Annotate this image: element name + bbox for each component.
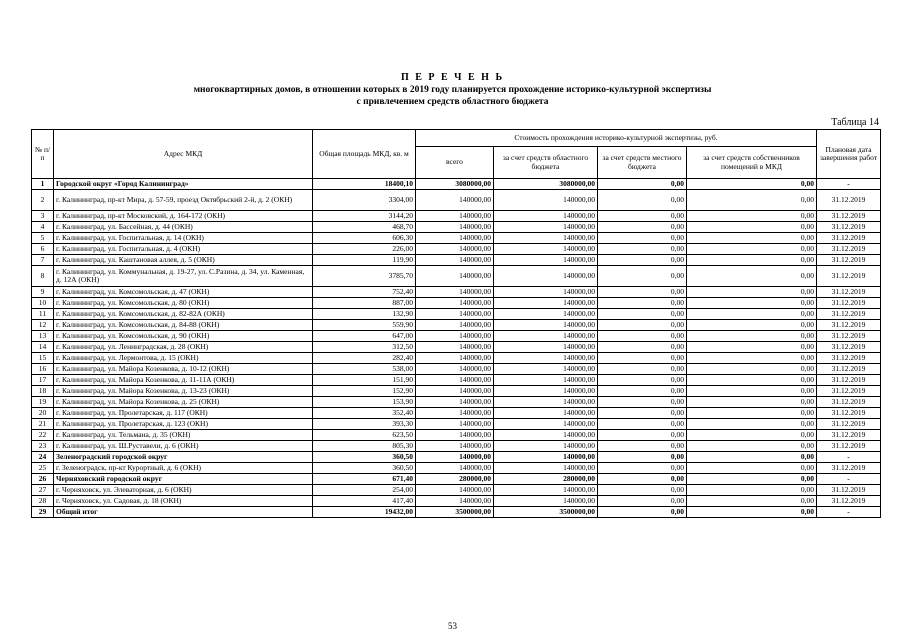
cell-num: 21 [32, 419, 54, 430]
cell-owners: 0,00 [687, 211, 817, 222]
cell-area: 352,40 [313, 408, 416, 419]
cell-address: г. Калининград, пр-кт Московский, д. 164-172 (ОКН) [54, 211, 313, 222]
cell-num: 17 [32, 375, 54, 386]
cell-num: 8 [32, 266, 54, 287]
table-label: Таблица 14 [831, 117, 879, 128]
cell-date: 31.12.2019 [817, 266, 881, 287]
cell-area: 468,70 [313, 222, 416, 233]
cell-total: 140000,00 [416, 190, 494, 211]
cell-regional: 140000,00 [494, 298, 598, 309]
title-line-1: многоквартирных домов, в отношении которых в 2019 году планируется прохождение историко-культурной экспертизы [193, 85, 712, 95]
cell-num: 23 [32, 441, 54, 452]
cell-area: 18400,10 [313, 179, 416, 190]
buildings-table [31, 129, 881, 518]
cell-regional: 140000,00 [494, 496, 598, 507]
cell-owners: 0,00 [687, 190, 817, 211]
table-row [32, 331, 881, 342]
cell-total: 140000,00 [416, 211, 494, 222]
cell-address: г. Калининград, ул. Комсомольская, д. 90 (ОКН) [54, 331, 313, 342]
cell-address: Зеленоградский городской округ [54, 452, 313, 463]
cell-local: 0,00 [598, 233, 687, 244]
cell-date: - [817, 507, 881, 518]
cell-local: 0,00 [598, 342, 687, 353]
title-heading: П Е Р Е Ч Е Н Ь [400, 72, 505, 83]
table-row [32, 353, 881, 364]
cell-date: 31.12.2019 [817, 342, 881, 353]
cell-owners: 0,00 [687, 244, 817, 255]
cell-num: 29 [32, 507, 54, 518]
cell-local: 0,00 [598, 309, 687, 320]
cell-owners: 0,00 [687, 320, 817, 331]
cell-address: г. Черняховск, ул. Садовая, д. 18 (ОКН) [54, 496, 313, 507]
header-owners: за счет средств собственников помещений в МКД [687, 147, 817, 179]
cell-num: 9 [32, 287, 54, 298]
cell-address: г. Калининград, ул. Пролетарская, д. 117 (ОКН) [54, 408, 313, 419]
cell-local: 0,00 [598, 353, 687, 364]
cell-owners: 0,00 [687, 441, 817, 452]
cell-owners: 0,00 [687, 342, 817, 353]
cell-num: 26 [32, 474, 54, 485]
cell-date: 31.12.2019 [817, 419, 881, 430]
cell-regional: 140000,00 [494, 309, 598, 320]
cell-address: г. Калининград, ул. Майора Козенкова, д. 13-23 (ОКН) [54, 386, 313, 397]
table-row [32, 190, 881, 211]
header-local: за счет средств местного бюджета [598, 147, 687, 179]
cell-area: 119,90 [313, 255, 416, 266]
title-line-2: с привлечением средств областного бюджета [356, 97, 549, 107]
cell-num: 28 [32, 496, 54, 507]
cell-date: 31.12.2019 [817, 287, 881, 298]
cell-date: 31.12.2019 [817, 386, 881, 397]
cell-date: 31.12.2019 [817, 320, 881, 331]
cell-regional: 280000,00 [494, 474, 598, 485]
cell-area: 132,90 [313, 309, 416, 320]
cell-local: 0,00 [598, 255, 687, 266]
cell-date: 31.12.2019 [817, 309, 881, 320]
cell-date: 31.12.2019 [817, 298, 881, 309]
cell-area: 623,50 [313, 430, 416, 441]
cell-address: г. Калининград, ул. Тельмана, д. 35 (ОКН) [54, 430, 313, 441]
cell-local: 0,00 [598, 430, 687, 441]
cell-address: г. Калининград, ул. Каштановая аллея, д. 5 (ОКН) [54, 255, 313, 266]
table-row [32, 485, 881, 496]
cell-address: г. Калининград, ул. Ш.Руставели, д. 6 (ОКН) [54, 441, 313, 452]
cell-num: 5 [32, 233, 54, 244]
cell-date: - [817, 452, 881, 463]
cell-regional: 140000,00 [494, 485, 598, 496]
cell-local: 0,00 [598, 320, 687, 331]
cell-area: 254,00 [313, 485, 416, 496]
cell-regional: 140000,00 [494, 397, 598, 408]
table-row [32, 474, 881, 485]
cell-regional: 140000,00 [494, 463, 598, 474]
cell-regional: 140000,00 [494, 233, 598, 244]
cell-num: 4 [32, 222, 54, 233]
cell-total: 140000,00 [416, 353, 494, 364]
cell-local: 0,00 [598, 364, 687, 375]
cell-address: г. Калининград, ул. Комсомольская, д. 84-88 (ОКН) [54, 320, 313, 331]
cell-total: 3080000,00 [416, 179, 494, 190]
cell-total: 140000,00 [416, 485, 494, 496]
cell-total: 140000,00 [416, 331, 494, 342]
header-regional: за счет средств областного бюджета [494, 147, 598, 179]
cell-regional: 140000,00 [494, 375, 598, 386]
table-row [32, 309, 881, 320]
cell-regional: 3500000,00 [494, 507, 598, 518]
cell-area: 538,00 [313, 364, 416, 375]
cell-area: 152,90 [313, 386, 416, 397]
cell-total: 140000,00 [416, 320, 494, 331]
cell-date: 31.12.2019 [817, 211, 881, 222]
cell-local: 0,00 [598, 179, 687, 190]
cell-local: 0,00 [598, 496, 687, 507]
cell-local: 0,00 [598, 474, 687, 485]
cell-regional: 140000,00 [494, 287, 598, 298]
cell-total: 140000,00 [416, 298, 494, 309]
cell-owners: 0,00 [687, 364, 817, 375]
table-body [32, 179, 881, 518]
header-total: всего [416, 147, 494, 179]
cell-date: 31.12.2019 [817, 408, 881, 419]
cell-date: 31.12.2019 [817, 190, 881, 211]
cell-local: 0,00 [598, 244, 687, 255]
cell-num: 19 [32, 397, 54, 408]
cell-address: г. Калининград, ул. Майора Козенкова, д. 11-11А (ОКН) [54, 375, 313, 386]
document-title [0, 72, 905, 108]
cell-num: 24 [32, 452, 54, 463]
cell-area: 153,90 [313, 397, 416, 408]
cell-date: 31.12.2019 [817, 375, 881, 386]
cell-area: 647,00 [313, 331, 416, 342]
cell-date: 31.12.2019 [817, 233, 881, 244]
cell-date: 31.12.2019 [817, 463, 881, 474]
cell-date: 31.12.2019 [817, 331, 881, 342]
cell-num: 14 [32, 342, 54, 353]
cell-num: 13 [32, 331, 54, 342]
table-row [32, 397, 881, 408]
cell-total: 140000,00 [416, 463, 494, 474]
cell-owners: 0,00 [687, 452, 817, 463]
cell-num: 20 [32, 408, 54, 419]
table-row [32, 441, 881, 452]
cell-owners: 0,00 [687, 386, 817, 397]
table-row [32, 452, 881, 463]
table-row [32, 266, 881, 287]
cell-local: 0,00 [598, 222, 687, 233]
table-row [32, 364, 881, 375]
cell-regional: 140000,00 [494, 244, 598, 255]
cell-area: 3304,00 [313, 190, 416, 211]
cell-regional: 140000,00 [494, 331, 598, 342]
table-row [32, 419, 881, 430]
cell-regional: 140000,00 [494, 266, 598, 287]
cell-owners: 0,00 [687, 397, 817, 408]
cell-regional: 140000,00 [494, 255, 598, 266]
cell-regional: 140000,00 [494, 452, 598, 463]
cell-regional: 3080000,00 [494, 179, 598, 190]
cell-address: г. Калининград, ул. Госпитальная, д. 4 (ОКН) [54, 244, 313, 255]
cell-local: 0,00 [598, 386, 687, 397]
cell-total: 280000,00 [416, 474, 494, 485]
table-row [32, 386, 881, 397]
table-row [32, 430, 881, 441]
cell-num: 15 [32, 353, 54, 364]
table-row [32, 375, 881, 386]
cell-total: 140000,00 [416, 233, 494, 244]
cell-num: 3 [32, 211, 54, 222]
cell-total: 140000,00 [416, 419, 494, 430]
cell-owners: 0,00 [687, 222, 817, 233]
cell-num: 18 [32, 386, 54, 397]
table-row [32, 287, 881, 298]
cell-regional: 140000,00 [494, 353, 598, 364]
cell-address: г. Зеленоградск, пр-кт Курортный, д. 6 (ОКН) [54, 463, 313, 474]
cell-owners: 0,00 [687, 287, 817, 298]
cell-address: г. Калининград, ул. Комсомольская, д. 82-82А (ОКН) [54, 309, 313, 320]
cell-local: 0,00 [598, 452, 687, 463]
cell-date: 31.12.2019 [817, 430, 881, 441]
cell-local: 0,00 [598, 463, 687, 474]
table-row [32, 244, 881, 255]
table-row [32, 342, 881, 353]
cell-address: г. Калининград, ул. Пролетарская, д. 123 (ОКН) [54, 419, 313, 430]
cell-local: 0,00 [598, 211, 687, 222]
cell-local: 0,00 [598, 287, 687, 298]
cell-owners: 0,00 [687, 331, 817, 342]
cell-area: 752,40 [313, 287, 416, 298]
cell-address: г. Калининград, ул. Майора Козенкова, д. 10-12 (ОКН) [54, 364, 313, 375]
cell-address: г. Калининград, пр-кт Мира, д. 57-59, проезд Октябрьский 2-й, д. 2 (ОКН) [54, 190, 313, 211]
table-row [32, 222, 881, 233]
cell-total: 140000,00 [416, 397, 494, 408]
cell-num: 25 [32, 463, 54, 474]
cell-address: г. Калининград, ул. Коммунальная, д. 19-27, ул. С.Разина, д. 34, ул. Каменная, д. 12А (ОКН) [54, 266, 313, 287]
cell-area: 282,40 [313, 353, 416, 364]
cell-local: 0,00 [598, 375, 687, 386]
cell-address: Черняховский городской округ [54, 474, 313, 485]
cell-local: 0,00 [598, 485, 687, 496]
cell-total: 140000,00 [416, 266, 494, 287]
cell-address: г. Черняховск, ул. Элеваторная, д. 6 (ОКН) [54, 485, 313, 496]
cell-date: 31.12.2019 [817, 353, 881, 364]
cell-regional: 140000,00 [494, 222, 598, 233]
cell-regional: 140000,00 [494, 408, 598, 419]
cell-local: 0,00 [598, 507, 687, 518]
cell-num: 22 [32, 430, 54, 441]
cell-regional: 140000,00 [494, 190, 598, 211]
cell-owners: 0,00 [687, 353, 817, 364]
cell-total: 140000,00 [416, 342, 494, 353]
cell-local: 0,00 [598, 331, 687, 342]
table-row [32, 255, 881, 266]
cell-date: 31.12.2019 [817, 244, 881, 255]
cell-total: 140000,00 [416, 496, 494, 507]
cell-local: 0,00 [598, 298, 687, 309]
cell-area: 226,00 [313, 244, 416, 255]
cell-date: 31.12.2019 [817, 397, 881, 408]
cell-area: 312,50 [313, 342, 416, 353]
cell-address: г. Калининград, ул. Комсомольская, д. 80 (ОКН) [54, 298, 313, 309]
cell-regional: 140000,00 [494, 441, 598, 452]
table-row [32, 320, 881, 331]
cell-regional: 140000,00 [494, 364, 598, 375]
cell-date: - [817, 179, 881, 190]
cell-num: 2 [32, 190, 54, 211]
cell-regional: 140000,00 [494, 386, 598, 397]
table-row [32, 496, 881, 507]
cell-date: 31.12.2019 [817, 364, 881, 375]
cell-local: 0,00 [598, 408, 687, 419]
cell-owners: 0,00 [687, 298, 817, 309]
cell-area: 393,30 [313, 419, 416, 430]
cell-owners: 0,00 [687, 507, 817, 518]
cell-num: 11 [32, 309, 54, 320]
cell-area: 417,40 [313, 496, 416, 507]
cell-regional: 140000,00 [494, 211, 598, 222]
cell-total: 140000,00 [416, 364, 494, 375]
cell-num: 16 [32, 364, 54, 375]
cell-address: г. Калининград, ул. Лермонтова, д. 15 (ОКН) [54, 353, 313, 364]
cell-owners: 0,00 [687, 309, 817, 320]
cell-owners: 0,00 [687, 430, 817, 441]
cell-local: 0,00 [598, 441, 687, 452]
cell-num: 27 [32, 485, 54, 496]
cell-total: 140000,00 [416, 309, 494, 320]
cell-total: 140000,00 [416, 441, 494, 452]
cell-regional: 140000,00 [494, 320, 598, 331]
cell-address: г. Калининград, ул. Комсомольская, д. 47 (ОКН) [54, 287, 313, 298]
cell-area: 606,30 [313, 233, 416, 244]
cell-owners: 0,00 [687, 463, 817, 474]
cell-address: г. Калининград, ул. Майора Козенкова, д. 25 (ОКН) [54, 397, 313, 408]
cell-local: 0,00 [598, 419, 687, 430]
cell-num: 6 [32, 244, 54, 255]
cell-date: 31.12.2019 [817, 441, 881, 452]
cell-date: 31.12.2019 [817, 222, 881, 233]
table-row [32, 298, 881, 309]
cell-total: 140000,00 [416, 244, 494, 255]
cell-total: 140000,00 [416, 452, 494, 463]
header-area: Общая площадь МКД, кв. м [313, 130, 416, 179]
cell-owners: 0,00 [687, 485, 817, 496]
cell-owners: 0,00 [687, 255, 817, 266]
cell-date: - [817, 474, 881, 485]
cell-address: г. Калининград, ул. Бассейная, д. 44 (ОКН) [54, 222, 313, 233]
cell-num: 12 [32, 320, 54, 331]
cell-total: 3500000,00 [416, 507, 494, 518]
cell-address: Общий итог [54, 507, 313, 518]
cell-area: 887,00 [313, 298, 416, 309]
cell-area: 360,50 [313, 463, 416, 474]
page-number: 53 [448, 621, 457, 631]
cell-area: 3144,20 [313, 211, 416, 222]
table-row [32, 463, 881, 474]
cell-local: 0,00 [598, 397, 687, 408]
cell-area: 19432,00 [313, 507, 416, 518]
header-cost-group: Стоимость прохождения историко-культурной экспертизы, руб. [416, 130, 817, 147]
table-row [32, 233, 881, 244]
cell-area: 360,50 [313, 452, 416, 463]
cell-address: г. Калининград, ул. Ленинградская, д. 28 (ОКН) [54, 342, 313, 353]
header-address: Адрес МКД [54, 130, 313, 179]
header-num: № п/п [32, 130, 54, 179]
cell-area: 805,30 [313, 441, 416, 452]
cell-owners: 0,00 [687, 233, 817, 244]
cell-total: 140000,00 [416, 222, 494, 233]
cell-area: 151,90 [313, 375, 416, 386]
cell-address: Городской округ «Город Калининград» [54, 179, 313, 190]
cell-local: 0,00 [598, 266, 687, 287]
cell-total: 140000,00 [416, 375, 494, 386]
table-row [32, 408, 881, 419]
table-row [32, 179, 881, 190]
cell-owners: 0,00 [687, 266, 817, 287]
cell-total: 140000,00 [416, 287, 494, 298]
cell-area: 3785,70 [313, 266, 416, 287]
cell-regional: 140000,00 [494, 430, 598, 441]
cell-date: 31.12.2019 [817, 496, 881, 507]
table-row [32, 507, 881, 518]
cell-num: 7 [32, 255, 54, 266]
cell-owners: 0,00 [687, 474, 817, 485]
cell-local: 0,00 [598, 190, 687, 211]
cell-area: 559,90 [313, 320, 416, 331]
cell-num: 1 [32, 179, 54, 190]
cell-address: г. Калининград, ул. Госпитальная, д. 14 (ОКН) [54, 233, 313, 244]
cell-total: 140000,00 [416, 430, 494, 441]
cell-date: 31.12.2019 [817, 485, 881, 496]
cell-owners: 0,00 [687, 419, 817, 430]
cell-total: 140000,00 [416, 255, 494, 266]
cell-regional: 140000,00 [494, 419, 598, 430]
cell-date: 31.12.2019 [817, 255, 881, 266]
cell-total: 140000,00 [416, 408, 494, 419]
cell-owners: 0,00 [687, 375, 817, 386]
cell-owners: 0,00 [687, 496, 817, 507]
cell-total: 140000,00 [416, 386, 494, 397]
table-row [32, 211, 881, 222]
cell-owners: 0,00 [687, 408, 817, 419]
cell-regional: 140000,00 [494, 342, 598, 353]
cell-area: 671,40 [313, 474, 416, 485]
header-date: Плановая дата завершения работ [817, 130, 881, 179]
cell-num: 10 [32, 298, 54, 309]
cell-owners: 0,00 [687, 179, 817, 190]
